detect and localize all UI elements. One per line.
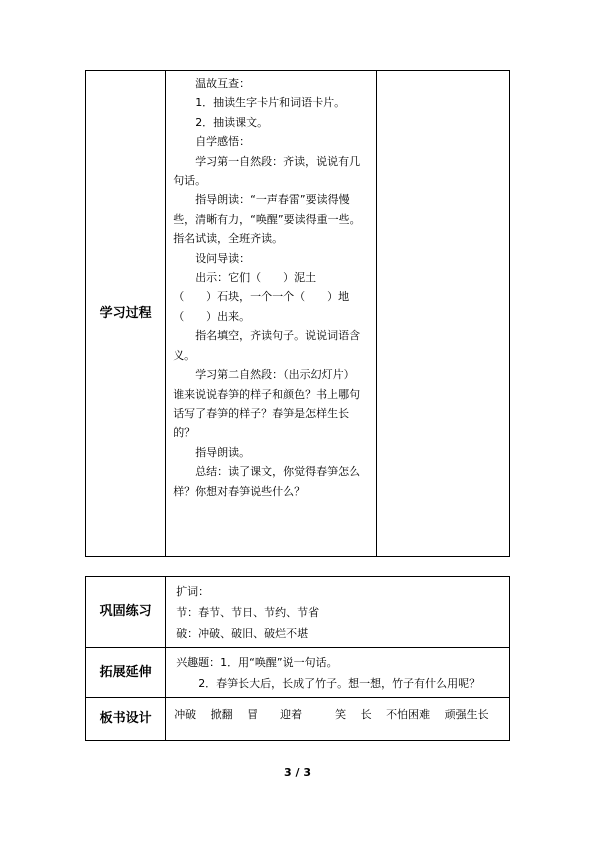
extension-line-1: 兴趣题：1．用“唤醒”说一句话。 xyxy=(176,656,338,669)
extension-label: 拓展延伸 xyxy=(86,648,166,698)
line-self-study-heading: 自学感悟： xyxy=(195,135,251,149)
line-reading-guide: 指导朗读：“一声春雷”要读得慢些，清晰有力，“唤醒”要读得重一些。指名试读，全班齐读。 xyxy=(173,193,361,246)
board-design-row xyxy=(86,698,510,741)
consolidation-line-heading: 扩词： xyxy=(176,585,210,598)
consolidation-label: 巩固练习 xyxy=(86,577,166,648)
page-number: 3 / 3 xyxy=(284,766,311,779)
board-design-label: 板书设计 xyxy=(86,698,166,741)
learning-process-label: 学习过程 xyxy=(86,71,166,557)
line-summary: 总结：读了课文，你觉得春笋怎么样？你想对春笋说些什么？ xyxy=(173,465,361,498)
extension-line-2: 2．春笋长大后，长成了竹子。想一想，竹子有什么用呢？ xyxy=(198,677,481,690)
line-paragraph-2: 学习第二自然段：（出示幻灯片） xyxy=(195,368,355,382)
line-guided-reading: 指导朗读。 xyxy=(195,445,251,459)
learning-process-table xyxy=(85,70,510,557)
line-review-2: 2．抽读课文。 xyxy=(195,115,269,129)
extension-content xyxy=(166,648,510,698)
line-review-1: 1．抽读生字卡片和词语卡片。 xyxy=(195,96,346,110)
extension-row xyxy=(86,648,510,698)
learning-process-notes-cell xyxy=(376,71,509,557)
consolidation-line-po: 破：冲破、破旧、破烂不堪 xyxy=(176,627,309,640)
line-paragraph-2-questions: 谁来说说春笋的样子和颜色？书上哪句话写了春笋的样子？春笋是怎样生长的？ xyxy=(173,387,361,440)
line-review-heading: 温故互查： xyxy=(195,77,251,90)
consolidation-line-jie: 节：春节、节日、节约、节省 xyxy=(176,606,320,619)
learning-process-content xyxy=(166,71,376,557)
consolidation-content xyxy=(166,577,510,648)
board-design-content: 冲破 掀翻 冒 迎着 笑 长 不怕困难 顽强生长 xyxy=(166,698,510,741)
activities-table xyxy=(85,576,510,741)
learning-process-row xyxy=(86,71,510,557)
line-fill-instructions: 指名填空，齐读句子。说说词语含义。 xyxy=(173,329,361,362)
line-paragraph-1: 学习第一自然段：齐读，说说有几句话。 xyxy=(173,154,361,188)
line-fill-blank-3: （ ）出来。 xyxy=(173,309,251,323)
line-question-heading: 设问导读： xyxy=(195,251,251,265)
line-fill-blank-1: 出示：它们（ ）泥土 xyxy=(195,271,317,285)
line-fill-blank-2: （ ）石块，一个一个（ ）地 xyxy=(173,290,350,304)
consolidation-row xyxy=(86,577,510,648)
